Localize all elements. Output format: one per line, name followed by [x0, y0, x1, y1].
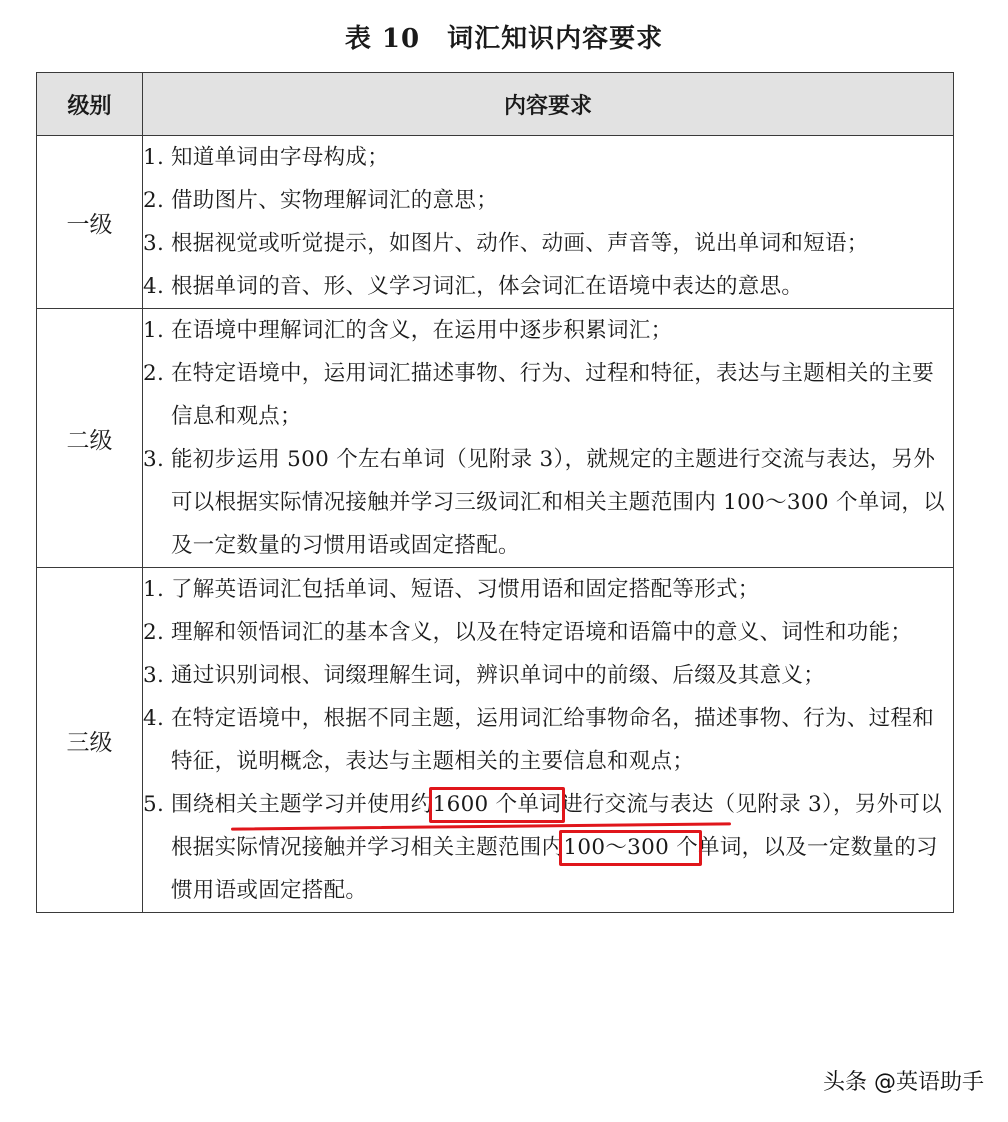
highlighted-word-count: 1600 个单词: [432, 792, 562, 817]
item-number: 3.: [143, 231, 165, 256]
item-text: 借助图片、实物理解词汇的意思；: [171, 188, 499, 213]
item-text-part: 进行交流与表达（见附录 3），另外可以根据实际情况接触并学习相关主题范围内: [171, 792, 943, 860]
item-text: 能初步运用 500 个左右单词（见附录 3），就规定的主题进行交流与表达，另外可以根据实际情况接触并学习三级词汇和相关主题范围内 100～300 个单词，以及一定数量的习惯用语或固定搭配。: [171, 447, 945, 558]
item-text: 在语境中理解词汇的含义，在运用中逐步积累词汇；: [171, 318, 673, 343]
table-row-level-2: [37, 309, 954, 568]
content-cell: [143, 568, 954, 913]
content-cell: [143, 309, 954, 568]
list-item: [143, 309, 953, 352]
header-level: 级别: [37, 73, 143, 136]
list-item: [143, 136, 953, 179]
list-item: [143, 352, 953, 438]
item-number: 4.: [143, 274, 165, 299]
list-item: [143, 179, 953, 222]
item-text-part: 围绕相关主题学习并使用约: [171, 792, 433, 817]
header-content: 内容要求: [143, 73, 954, 136]
list-item: [143, 568, 953, 611]
item-text-part: 单词，以及一定数量的习惯用语或固定搭配。: [171, 835, 938, 903]
item-text: 根据视觉或听觉提示，如图片、动作、动画、声音等，说出单词和短语；: [171, 231, 869, 256]
level-cell: 二级: [37, 309, 143, 568]
item-text: 知道单词由字母构成；: [171, 145, 390, 170]
item-number: 2.: [143, 361, 165, 386]
item-text: 通过识别词根、词缀理解生词，辨识单词中的前缀、后缀及其意义；: [171, 663, 826, 688]
item-number: 2.: [143, 620, 165, 645]
content-cell: [143, 136, 954, 309]
list-item: [143, 654, 953, 697]
item-text: 根据单词的音、形、义学习词汇，体会词汇在语境中表达的意思。: [171, 274, 804, 299]
item-number: 5.: [143, 792, 165, 817]
list-item: [143, 222, 953, 265]
item-number: 3.: [143, 663, 165, 688]
item-number: 3.: [143, 447, 165, 472]
watermark: 头条 @英语助手: [823, 1070, 984, 1095]
list-item: [143, 438, 953, 567]
list-item: [143, 697, 953, 783]
item-text: 在特定语境中，运用词汇描述事物、行为、过程和特征，表达与主题相关的主要信息和观点；: [171, 361, 935, 429]
list-item: [143, 783, 953, 912]
item-number: 1.: [143, 145, 165, 170]
table-row-level-1: [37, 136, 954, 309]
item-text: 了解英语词汇包括单词、短语、习惯用语和固定搭配等形式；: [171, 577, 760, 602]
table-title: 表 10 词汇知识内容要求: [344, 24, 664, 54]
item-number: 4.: [143, 706, 165, 731]
item-number: 1.: [143, 577, 165, 602]
requirements-table: [36, 72, 954, 913]
level-cell: 一级: [37, 136, 143, 309]
list-item: [143, 265, 953, 308]
item-text: 理解和领悟词汇的基本含义，以及在特定语境和语篇中的意义、词性和功能；: [171, 620, 913, 645]
table-row-level-3: [37, 568, 954, 913]
item-number: 1.: [143, 318, 165, 343]
list-item: [143, 611, 953, 654]
level-cell: 三级: [37, 568, 143, 913]
table-header-row: [37, 73, 954, 136]
highlighted-word-range: 100～300 个: [563, 835, 699, 860]
item-text: 在特定语境中，根据不同主题，运用词汇给事物命名，描述事物、行为、过程和特征，说明概念，表达与主题相关的主要信息和观点；: [171, 706, 935, 774]
item-number: 2.: [143, 188, 165, 213]
